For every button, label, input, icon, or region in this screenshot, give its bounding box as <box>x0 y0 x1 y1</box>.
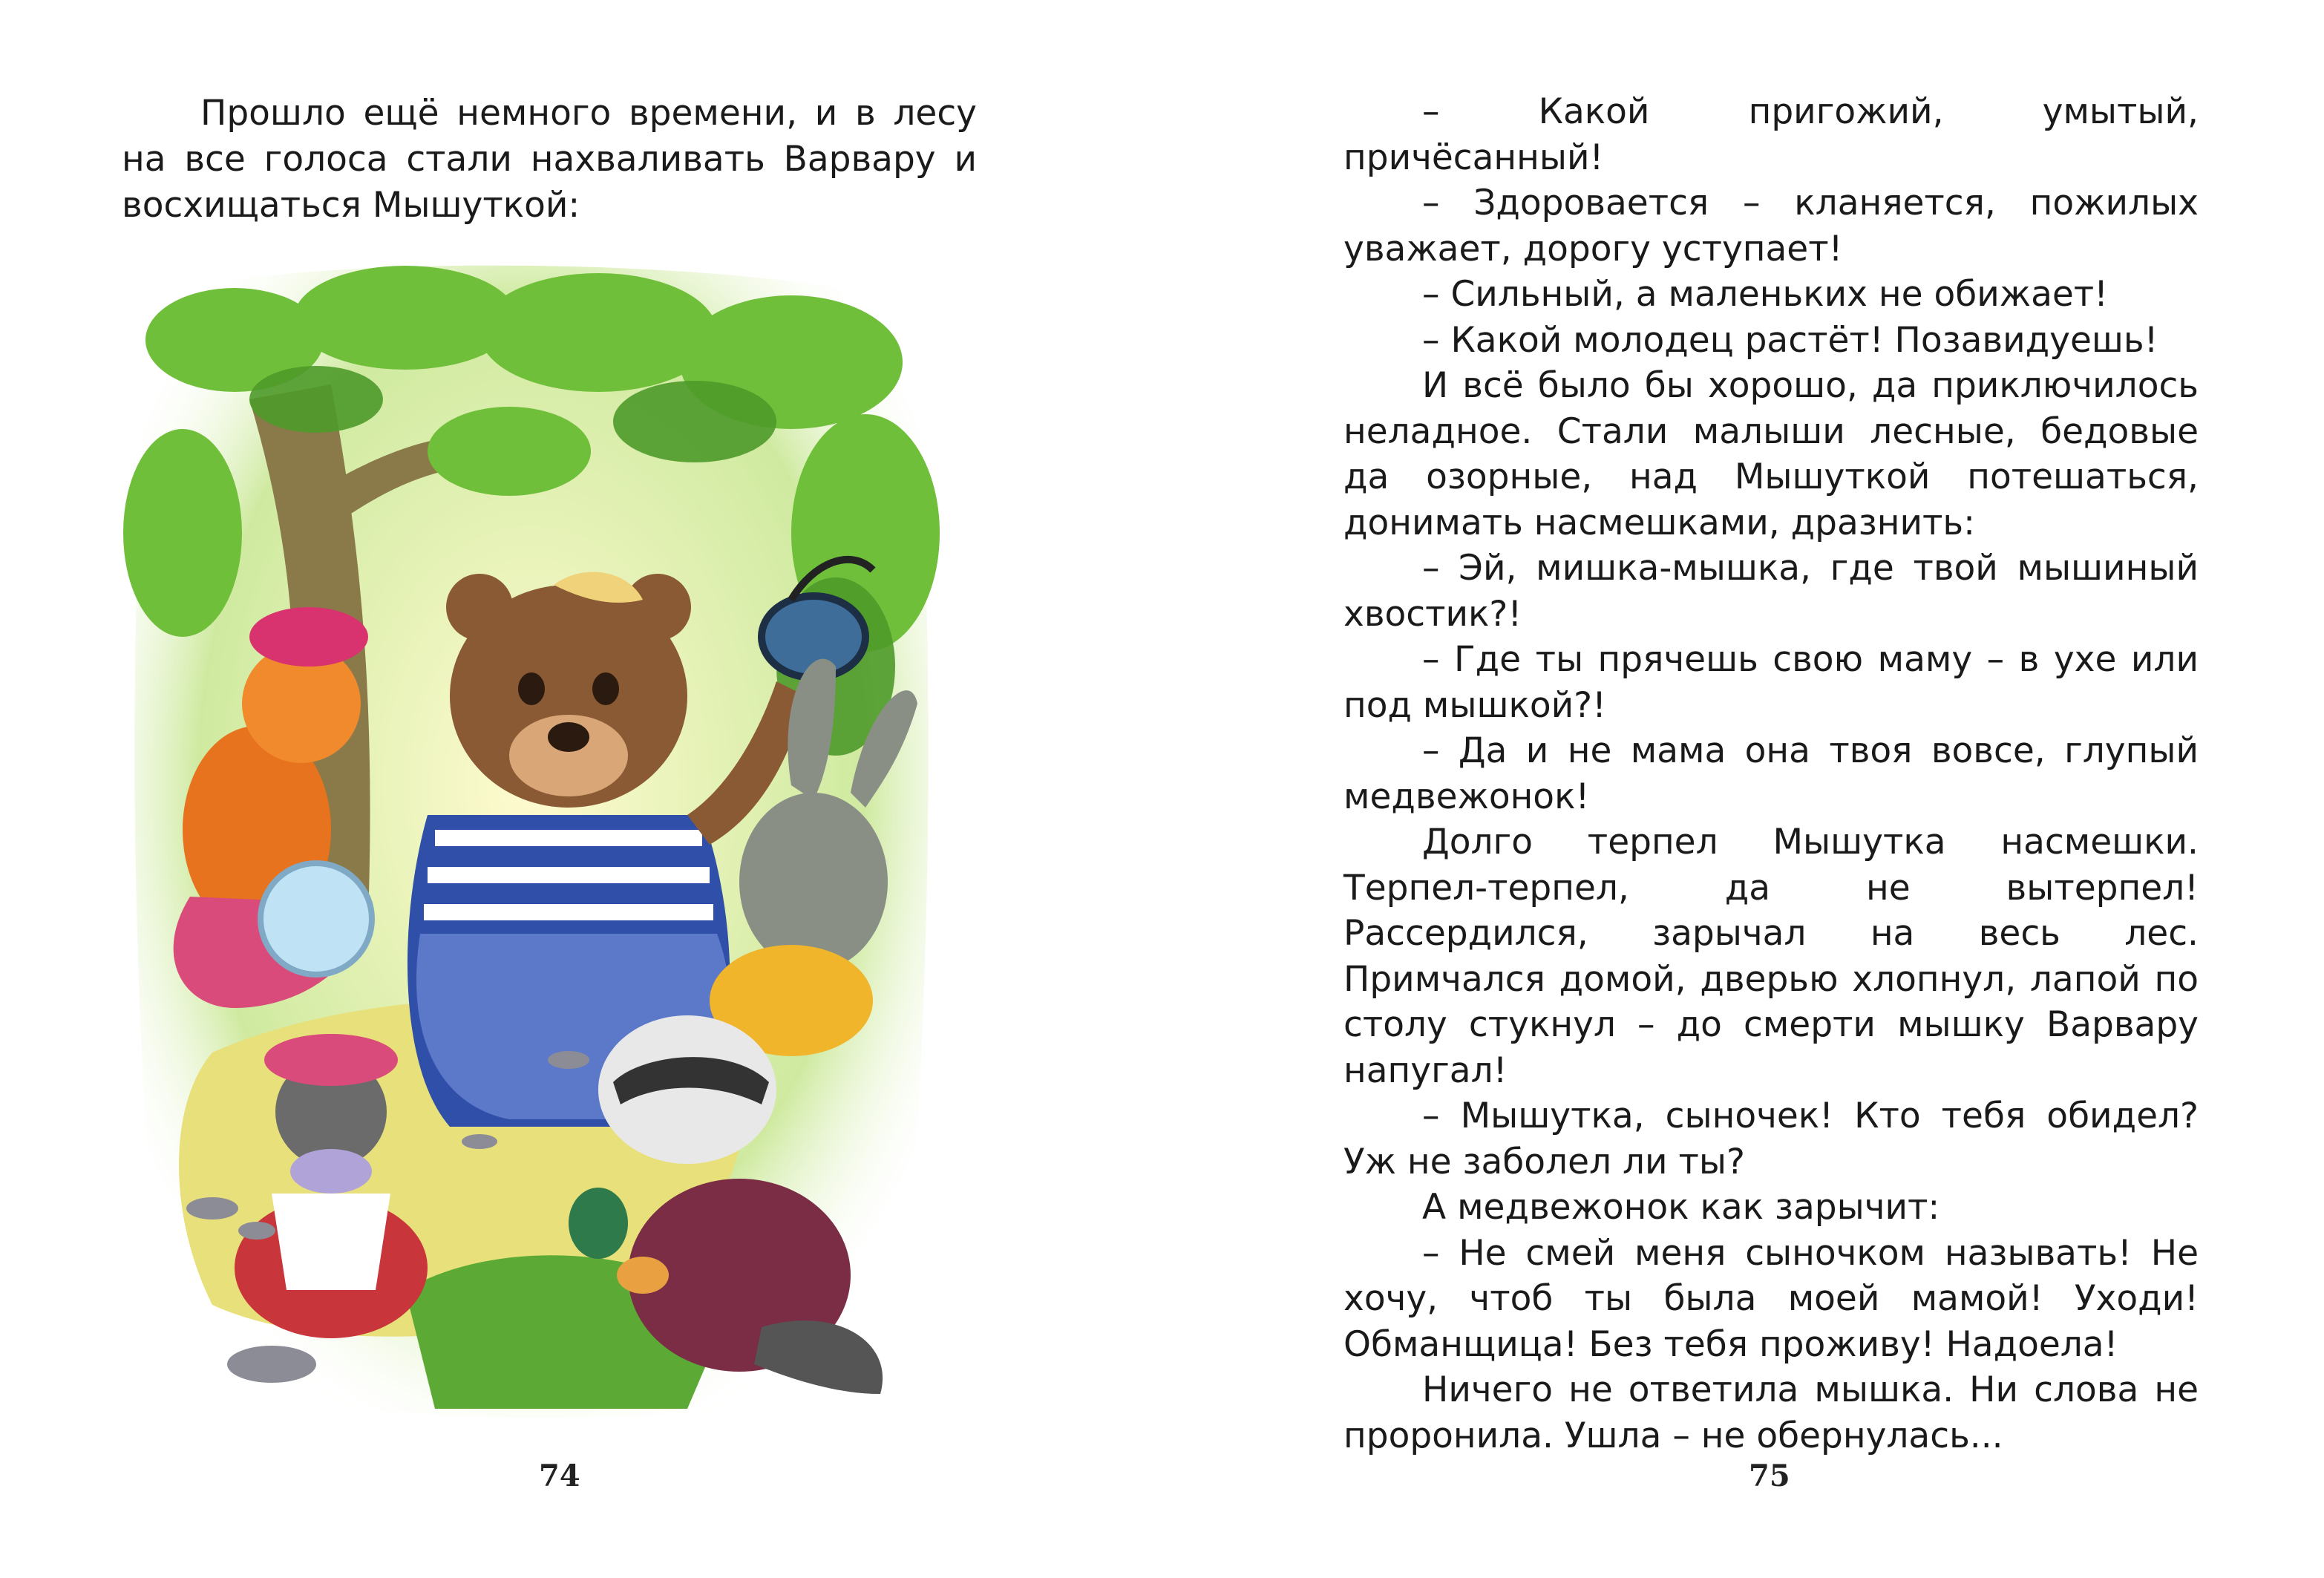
paragraph: – Какой молодец растёт! Позавидуешь! <box>1422 319 2158 361</box>
story-text <box>1343 89 2199 1458</box>
paragraph: – Здоровается – кланяется, пожилых уважает, дорогу уступает! <box>1343 183 2199 269</box>
paragraph: А медвежонок как зарычит: <box>1422 1187 1940 1228</box>
paragraph: – Где ты прячешь свою маму – в ухе или под мышкой?! <box>1343 639 2199 726</box>
intro-text-block <box>122 91 977 229</box>
paragraph: – Сильный, а маленьких не обижает! <box>1422 274 2109 315</box>
page-number-left: 74 <box>539 1458 580 1493</box>
illustration-svg <box>123 251 940 1424</box>
forest-animals-illustration-icon <box>123 251 940 1424</box>
paragraph: – Не смей меня сыночком называть! Не хочу, чтоб ты была моей мамой! Уходи! Обманщица! Без тебя проживу! Надоела! <box>1343 1232 2199 1365</box>
page-number-right: 75 <box>1749 1458 1790 1493</box>
paragraph: Долго терпел Мышутка насмешки. Терпел-терпел, да не вытерпел! Рассердился, зарычал на весь лес. Примчался домой, дверью хлопнул, лапой по столу стукнул – до смерти мышку Варвару напугал! <box>1343 822 2199 1091</box>
paragraph: – Да и не мама она твоя вовсе, глупый медвежонок! <box>1343 730 2199 817</box>
paragraph: – Мышутка, сыночек! Кто тебя обидел? Уж не заболел ли ты? <box>1343 1096 2199 1182</box>
paragraph: – Эй, мишка-мышка, где твой мышиный хвостик?! <box>1343 548 2199 635</box>
paragraph: И всё было бы хорошо, да приключилось неладное. Стали малыши лесные, бедовые да озорные, над Мышуткой потешаться, донимать насмешками, дразнить: <box>1343 365 2199 543</box>
paragraph: – Какой пригожий, умытый, причёсанный! <box>1343 91 2199 178</box>
right-page <box>1162 0 2324 1578</box>
intro-paragraph: Прошло ещё немного времени, и в лесу на все голоса стали нахваливать Варвару и восхищаться Мышуткой: <box>122 93 977 226</box>
paragraph: Ничего не ответила мышка. Ни слова не проронила. Ушла – не обернулась... <box>1343 1369 2199 1456</box>
